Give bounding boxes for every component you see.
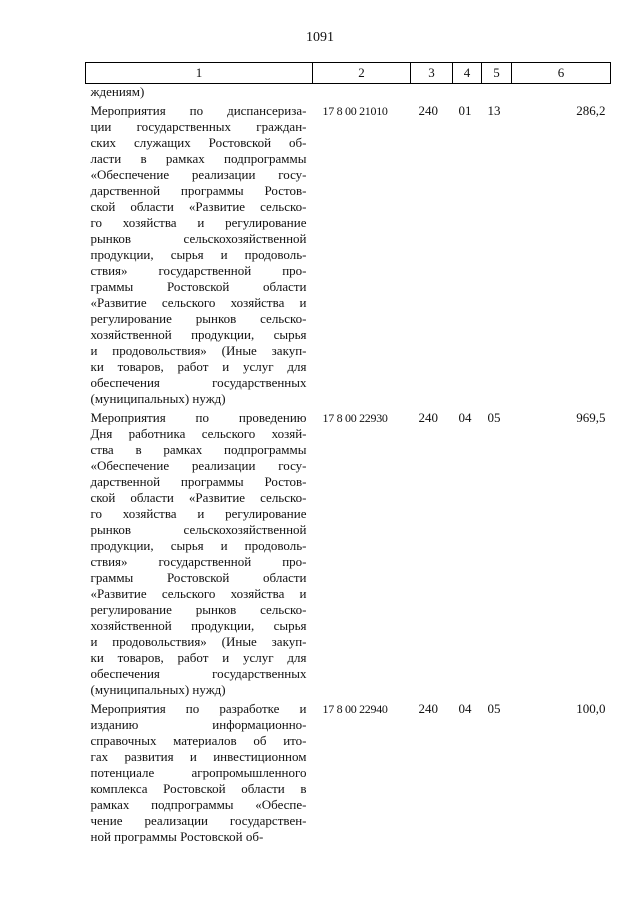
text-line: ской области «Развитие сельско- — [90, 199, 307, 214]
header-row — [86, 63, 611, 84]
row-description — [86, 698, 313, 845]
text-line: ства в рамках подпрограммы — [90, 442, 307, 457]
text-line: дарственной программы Ростов- — [90, 183, 307, 198]
header-col-1: 1 — [86, 63, 313, 84]
target-article-code: 17 8 00 21010 — [322, 104, 388, 118]
text-line: обеспечения государственных — [90, 666, 307, 681]
row-description — [86, 407, 313, 698]
table-row — [86, 407, 611, 698]
text-line: рынков сельскохозяйственной — [90, 522, 307, 537]
continuation-text — [86, 84, 313, 101]
header-col-2: 2 — [313, 63, 411, 84]
text-line: дарственной программы Ростов- — [90, 474, 307, 489]
amount: 286,2 — [576, 103, 606, 118]
text-line: продукции, сырья и продоволь- — [90, 538, 307, 553]
text-line: регулирование рынков сельско- — [90, 602, 307, 617]
text-line: Дня работника сельского хозяй- — [90, 426, 307, 441]
text-line: ждениям) — [90, 84, 145, 99]
page-number: 1091 — [306, 30, 334, 45]
text-line: граммы Ростовской области — [90, 279, 307, 294]
text-line: «Развитие сельского хозяйства и — [90, 295, 307, 310]
subsection: 05 — [487, 410, 501, 425]
text-line: изданию информационно- — [90, 717, 307, 732]
text-line: обеспечения государственных — [90, 375, 307, 390]
continuation-row — [86, 84, 611, 101]
text-line: хозяйственной продукции, сырья — [90, 327, 307, 342]
text-line: и продовольствия» (Иные закуп- — [90, 343, 307, 358]
text-line: ской области «Развитие сельско- — [90, 490, 307, 505]
text-line: «Обеспечение реализации госу- — [90, 458, 307, 473]
subsection: 05 — [487, 701, 501, 716]
header-col-3: 3 — [411, 63, 453, 84]
text-line: ствия» государственной про- — [90, 554, 307, 569]
header-col-4: 4 — [453, 63, 482, 84]
text-line: и продовольствия» (Иные закуп- — [90, 634, 307, 649]
table-row — [86, 100, 611, 407]
expense-type: 240 — [418, 701, 438, 716]
text-line: Мероприятия по разработке и — [90, 701, 307, 716]
section: 04 — [458, 701, 472, 716]
amount: 100,0 — [576, 701, 606, 716]
header-col-6: 6 — [512, 63, 611, 84]
text-line: рынков сельскохозяйственной — [90, 231, 307, 246]
text-line: (муниципальных) нужд) — [90, 682, 226, 697]
text-line: го хозяйства и регулирование — [90, 215, 307, 230]
section: 01 — [458, 103, 472, 118]
text-line: ских служащих Ростовской об- — [90, 135, 307, 150]
row-description — [86, 100, 313, 407]
text-line: (муниципальных) нужд) — [90, 391, 226, 406]
target-article-code: 17 8 00 22930 — [322, 411, 388, 425]
text-line: ствия» государственной про- — [90, 263, 307, 278]
text-line: справочных материалов об ито- — [90, 733, 307, 748]
text-line: Мероприятия по проведению — [90, 410, 307, 425]
budget-table — [85, 62, 611, 845]
expense-type: 240 — [418, 103, 438, 118]
expense-type: 240 — [418, 410, 438, 425]
text-line: ции государственных граждан- — [90, 119, 307, 134]
text-line: чение реализации государствен- — [90, 813, 307, 828]
text-line: комплекса Ростовской области в — [90, 781, 307, 796]
text-line: ной программы Ростовской об- — [90, 829, 264, 844]
text-line: го хозяйства и регулирование — [90, 506, 307, 521]
text-line: «Обеспечение реализации госу- — [90, 167, 307, 182]
text-line: регулирование рынков сельско- — [90, 311, 307, 326]
text-line: рамках подпрограммы «Обеспе- — [90, 797, 307, 812]
text-line: хозяйственной продукции, сырья — [90, 618, 307, 633]
text-line: граммы Ростовской области — [90, 570, 307, 585]
amount: 969,5 — [576, 410, 606, 425]
text-line: «Развитие сельского хозяйства и — [90, 586, 307, 601]
text-line: ласти в рамках подпрограммы — [90, 151, 307, 166]
table-row — [86, 698, 611, 845]
text-line: гах развития и инвестиционном — [90, 749, 307, 764]
target-article-code: 17 8 00 22940 — [322, 702, 388, 716]
subsection: 13 — [487, 103, 501, 118]
text-line: ки товаров, работ и услуг для — [90, 359, 307, 374]
text-line: продукции, сырья и продоволь- — [90, 247, 307, 262]
text-line: Мероприятия по диспансеризa- — [90, 103, 307, 118]
text-line: ки товаров, работ и услуг для — [90, 650, 307, 665]
table-header — [86, 63, 611, 84]
header-col-5: 5 — [482, 63, 512, 84]
section: 04 — [458, 410, 472, 425]
text-line: потенциале агропромышленного — [90, 765, 307, 780]
